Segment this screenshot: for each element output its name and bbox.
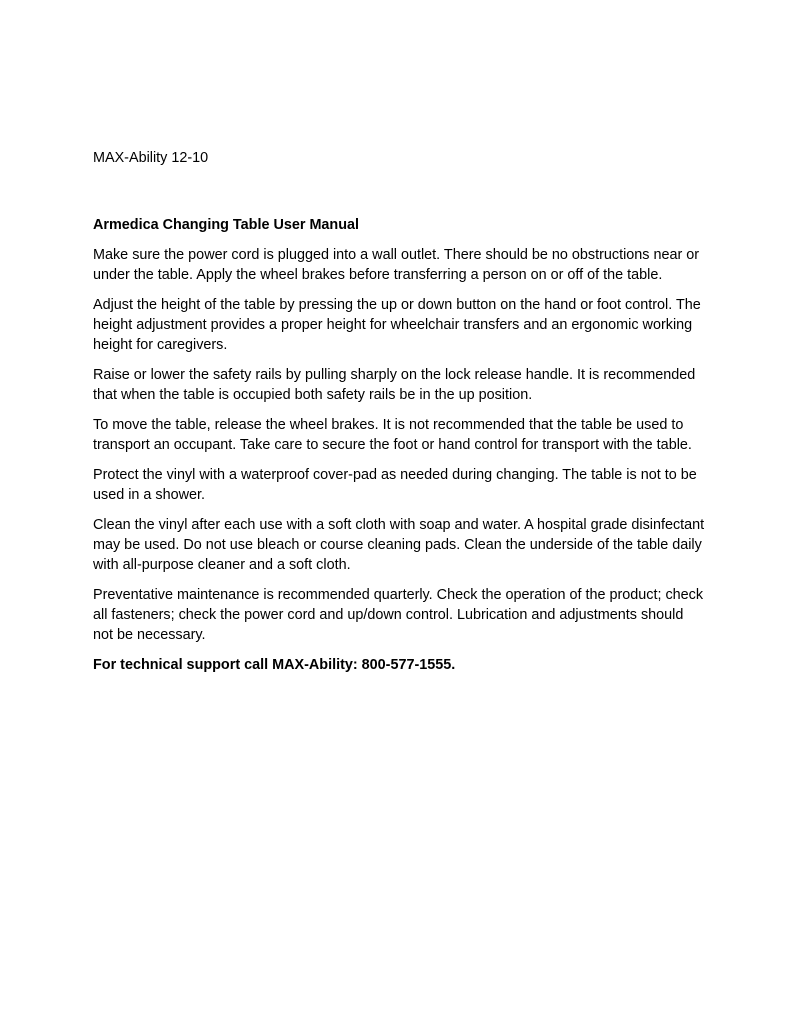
paragraph-moving-table: To move the table, release the wheel brakes. It is not recommended that the table be used to transport an occupant. Take care to secure the foot or hand control for transport with the table. <box>93 417 692 453</box>
paragraph-cleaning: Clean the vinyl after each use with a soft cloth with soap and water. A hospital grade disinfectant may be used. Do not use bleach or course cleaning pads. Clean the underside of the table daily with all-purpose cleaner and a soft cloth. <box>93 517 705 573</box>
paragraph-safety-rails: Raise or lower the safety rails by pulling sharply on the lock release handle. It is recommended that when the table is occupied both safety rails be in the up position. <box>93 367 696 403</box>
technical-support-line: For technical support call MAX-Ability: 800-577-1555. <box>93 657 456 673</box>
paragraph-maintenance: Preventative maintenance is recommended quarterly. Check the operation of the product; check all fasteners; check the power cord and up/down control. Lubrication and adjustments should not be necessary. <box>93 587 704 643</box>
document-title: Armedica Changing Table User Manual <box>93 217 360 233</box>
paragraph-vinyl-protection: Protect the vinyl with a waterproof cover-pad as needed during changing. The table is not to be used in a shower. <box>93 467 697 503</box>
paragraph-height-adjustment: Adjust the height of the table by pressing the up or down button on the hand or foot control. The height adjustment provides a proper height for wheelchair transfers and an ergonomic working height for caregivers. <box>93 297 701 353</box>
paragraph-power-setup: Make sure the power cord is plugged into a wall outlet. There should be no obstructions near or under the table. Apply the wheel brakes before transferring a person on or off of the table. <box>93 247 700 283</box>
document-id-line: MAX-Ability 12-10 <box>93 150 209 166</box>
document-body <box>93 148 705 675</box>
